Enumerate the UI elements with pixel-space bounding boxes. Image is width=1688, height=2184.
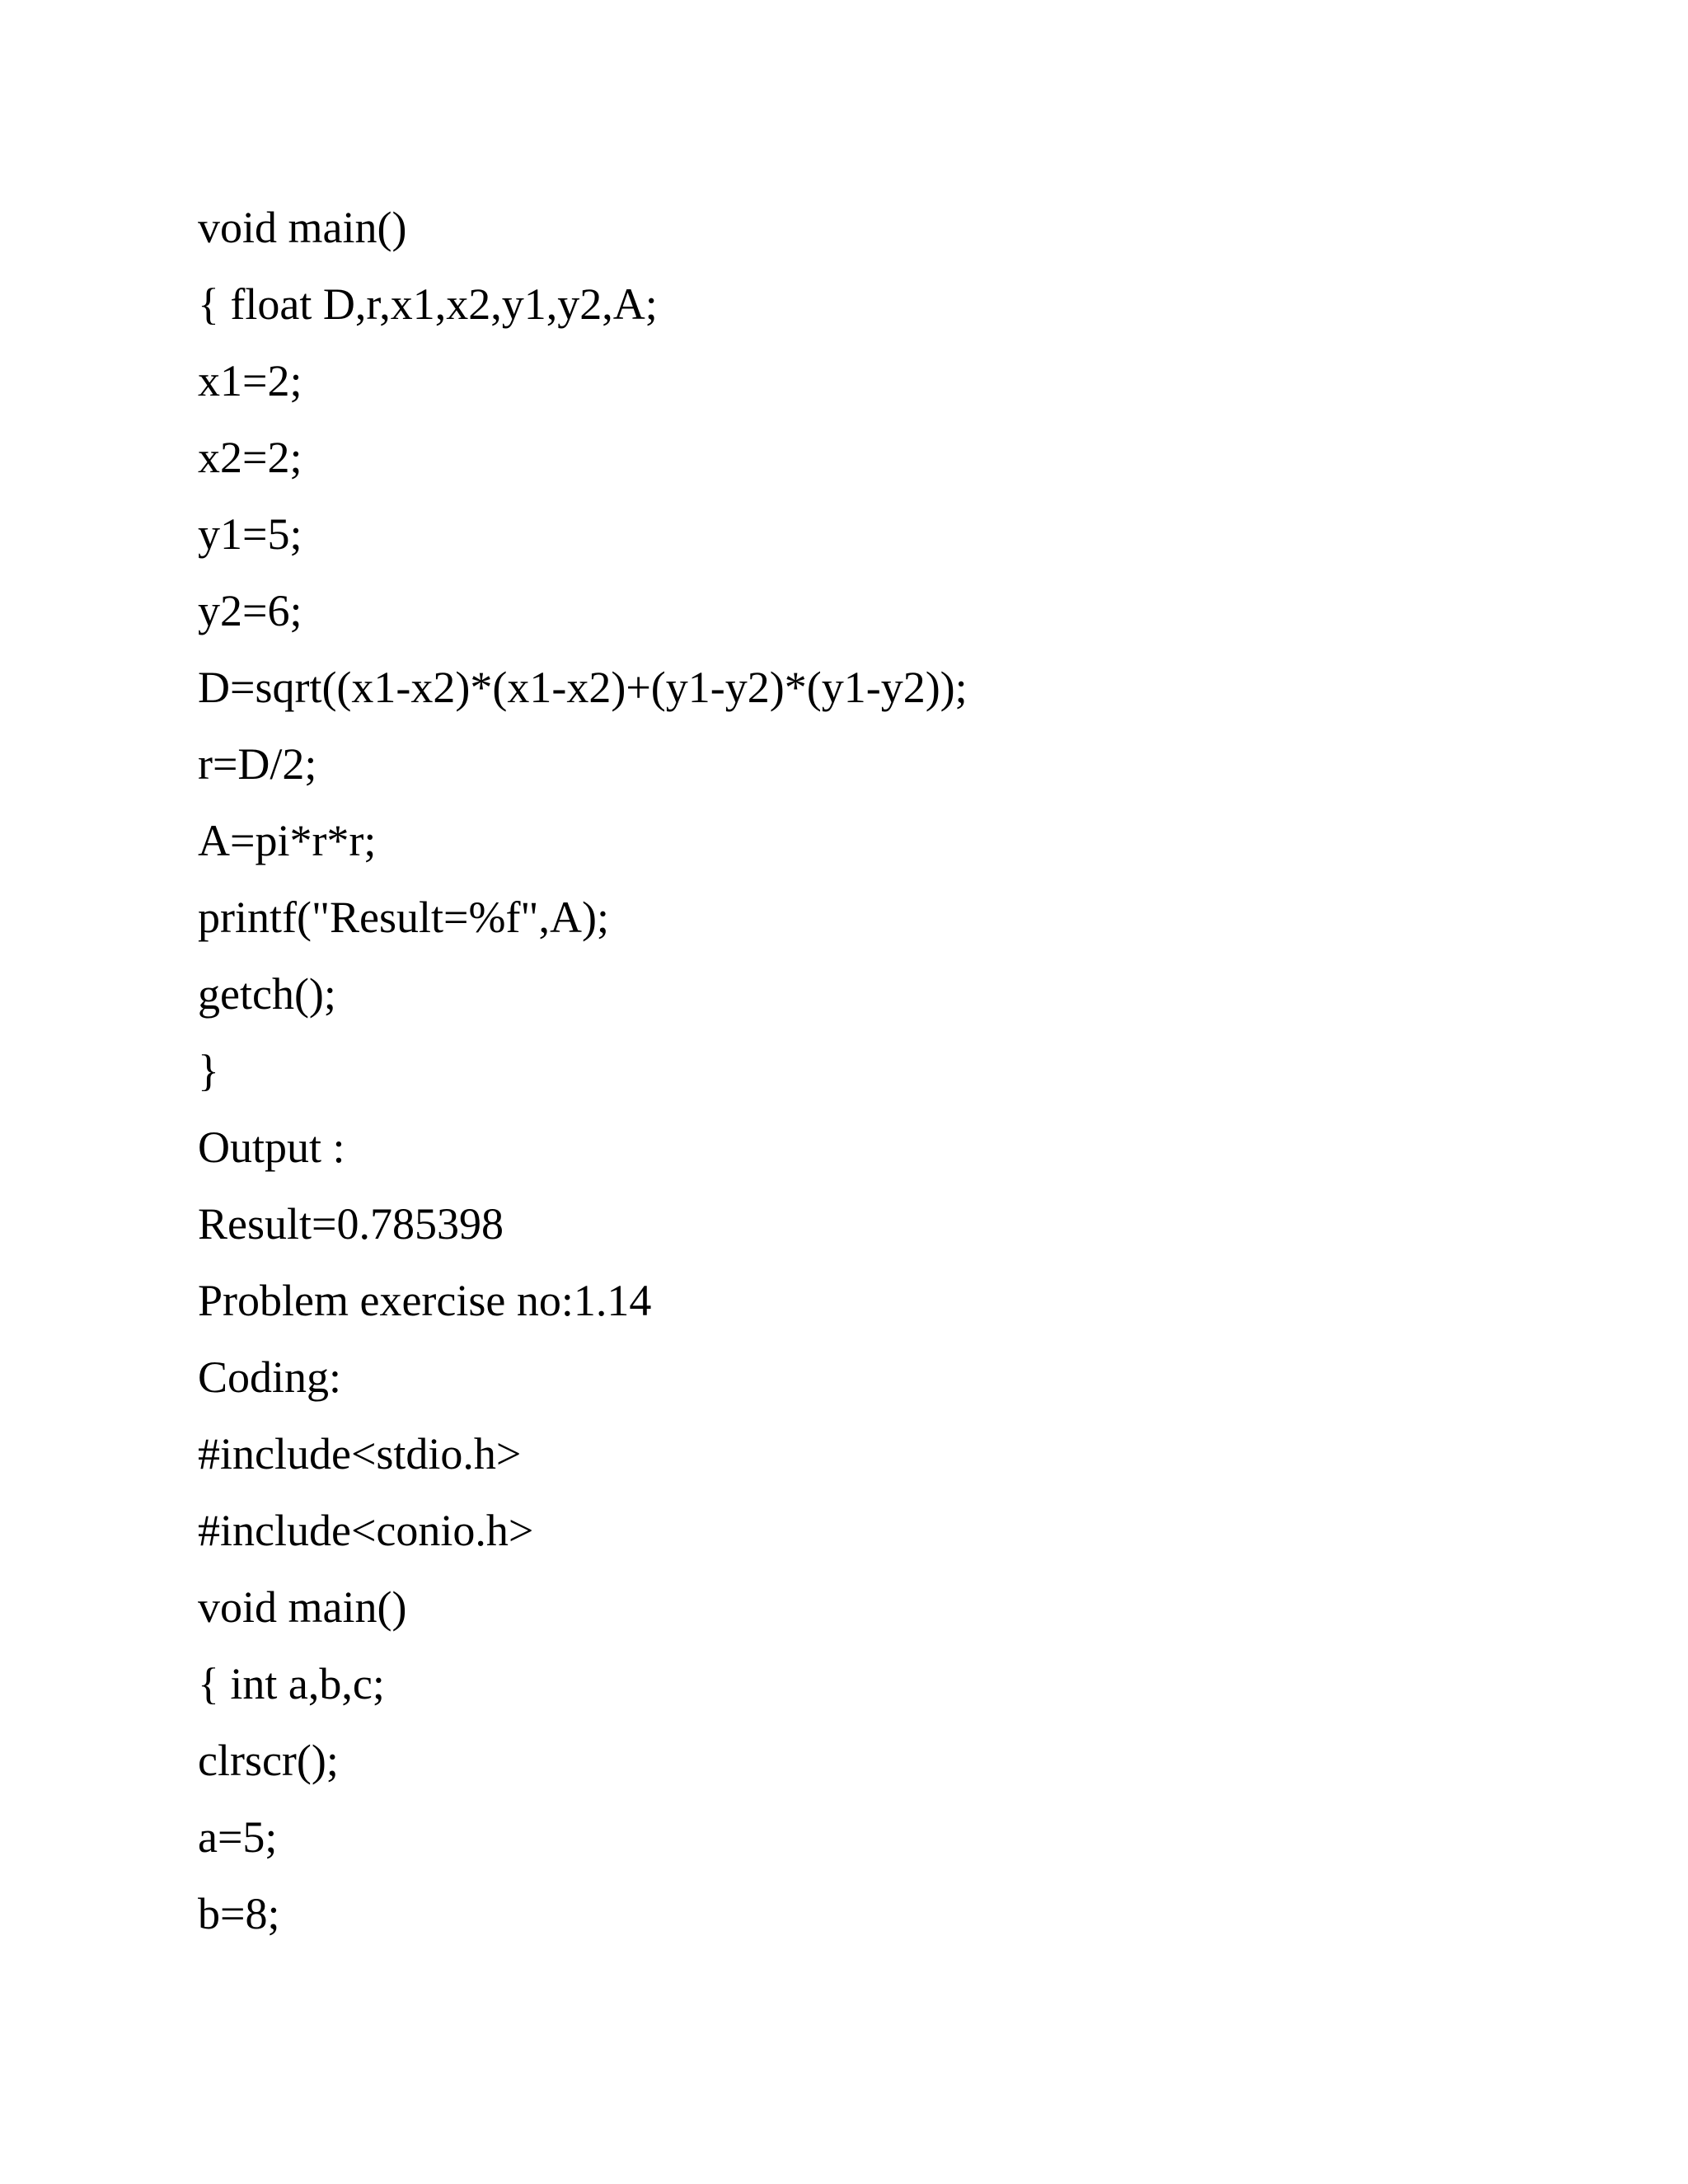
coding-heading: Coding:: [198, 1352, 342, 1402]
line-include-stdio: #include<stdio.h>: [198, 1429, 522, 1479]
line-radius: r=D/2;: [198, 739, 317, 789]
line-float-declaration: { float D,r,x1,x2,y1,y2,A;: [198, 279, 658, 329]
line-printf: printf("Result=%f",A);: [198, 893, 609, 942]
line-void-main: void main(): [198, 203, 407, 252]
problem-heading: Problem exercise no:1.14: [198, 1276, 652, 1325]
code-listing: [198, 190, 968, 1952]
line-area: A=pi*r*r;: [198, 816, 377, 865]
line-distance-formula: D=sqrt((x1-x2)*(x1-x2)+(y1-y2)*(y1-y2));: [198, 663, 968, 712]
line-y2-assign: y2=6;: [198, 586, 302, 635]
line-int-declaration: { int a,b,c;: [198, 1659, 385, 1708]
line-closing-brace: }: [198, 1046, 219, 1095]
line-void-main-2: void main(): [198, 1582, 407, 1632]
line-a-assign: a=5;: [198, 1812, 278, 1862]
line-b-assign: b=8;: [198, 1889, 280, 1938]
line-clrscr: clrscr();: [198, 1736, 339, 1785]
line-x1-assign: x1=2;: [198, 356, 302, 405]
line-x2-assign: x2=2;: [198, 433, 302, 482]
output-heading: Output :: [198, 1122, 345, 1172]
line-y1-assign: y1=5;: [198, 509, 302, 559]
line-include-conio: #include<conio.h>: [198, 1506, 534, 1555]
line-getch: getch();: [198, 969, 336, 1019]
output-result: Result=0.785398: [198, 1199, 504, 1249]
